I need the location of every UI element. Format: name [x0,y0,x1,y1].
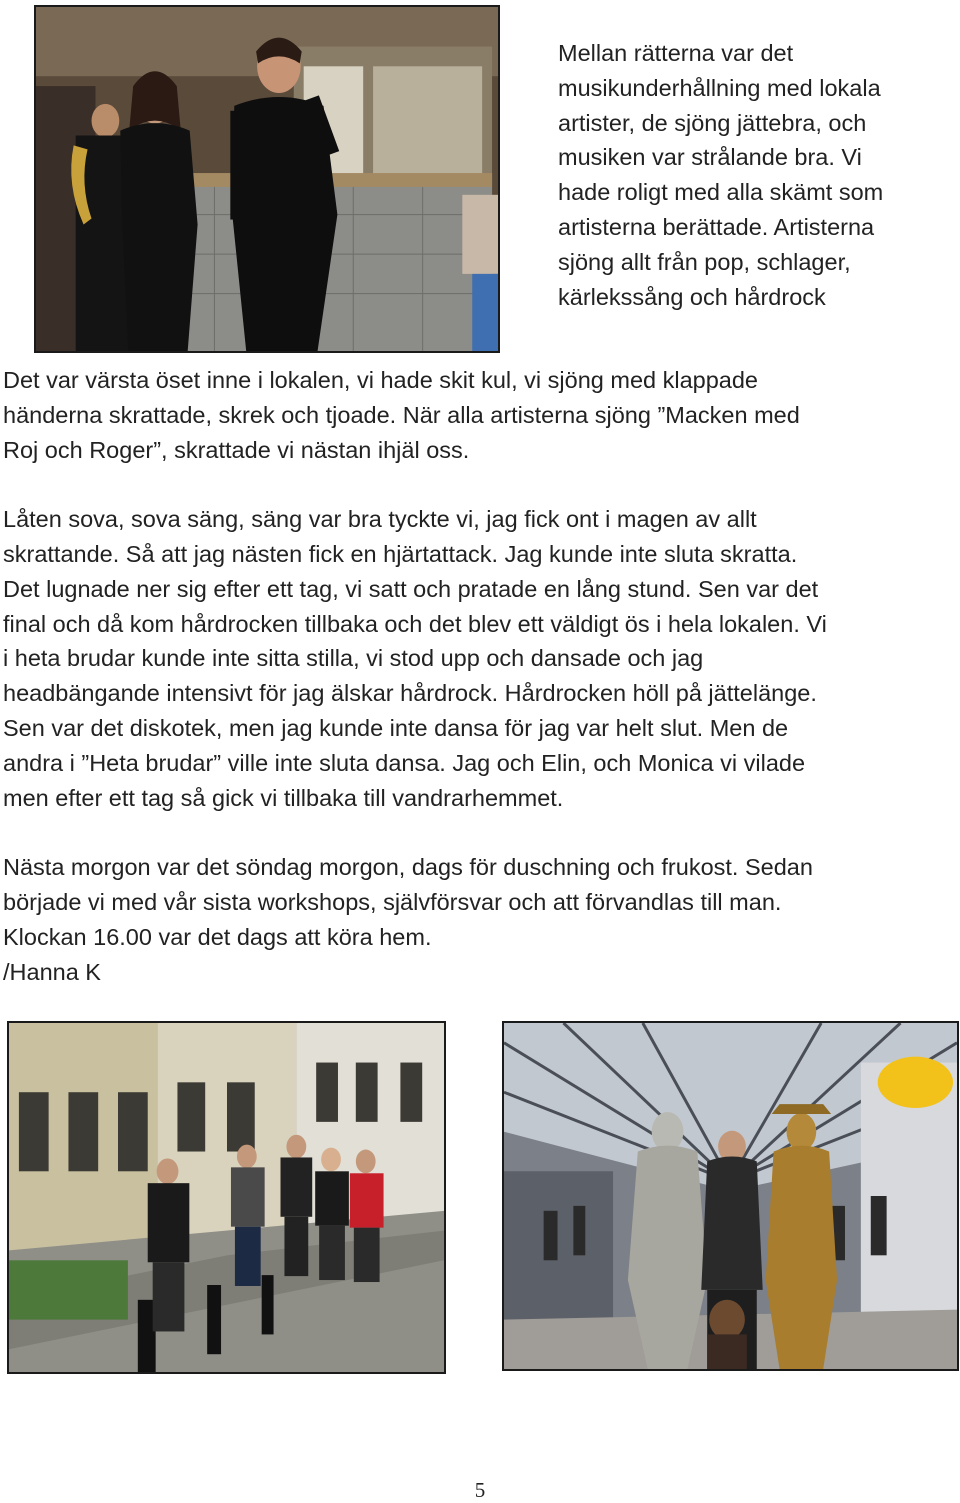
intro-line: musikunderhållning med lokala [558,74,881,101]
intro-line: musiken var strålande bra. Vi [558,144,862,171]
text-line: Klockan 16.00 var det dags att köra hem. [3,923,432,950]
text-line: i heta brudar kunde inte sitta stilla, vi stod upp och dansade och jag [3,645,704,672]
photo-group-walking [7,1021,446,1374]
text-line: händerna skrattade, skrek och tjoade. När alla artisterna sjöng ”Macken med [3,401,800,428]
paragraph-morning [3,850,948,989]
intro-line: kärlekssång och hårdrock [558,283,826,310]
text-line: Det var värsta öset inne i lokalen, vi hade skit kul, vi sjöng med klappade [3,367,759,393]
text-line: final och då kom hårdrocken tillbaka och det blev ett väldigt ös i hela lokalen. Vi [3,610,827,637]
text-line: Låten sova, sova säng, säng var bra tyckte vi, jag fick ont i magen av allt [3,506,757,533]
photo-singers-image [36,7,498,351]
text-line: skrattande. Så att jag nästen fick en hjärtattack. Jag kunde inte sluta skratta. [3,540,798,567]
text-line: andra i ”Heta brudar” ville inte sluta dansa. Jag och Elin, och Monica vi vilade [3,749,806,776]
intro-line: hade roligt med alla skämt som [558,179,884,206]
text-line: Sen var det diskotek, men jag kunde inte dansa för jag var helt slut. Men de [3,714,789,741]
text-line: Roj och Roger”, skrattade vi nästan ihjäl oss. [3,436,470,463]
text-line: Det lugnade ner sig efter ett tag, vi satt och pratade en lång stund. Sen var det [3,575,819,602]
text-line: började vi med vår sista workshops, självförsvar och att förvandlas till man. [3,888,782,915]
paragraph-party [3,363,948,467]
intro-line: sjöng allt från pop, schlager, [558,248,851,275]
photo-mall-image [504,1023,957,1369]
photo-singers-performing [34,5,500,353]
photo-living-statues [502,1021,959,1371]
text-line: Nästa morgon var det söndag morgon, dags för duschning och frukost. Sedan [3,854,813,881]
intro-line: Mellan rätterna var det [558,40,794,66]
paragraph-evening [3,502,948,815]
page-number: 5 [474,1478,486,1502]
photo-street-image [9,1023,444,1372]
intro-line: artister, de sjöng jättebra, och [558,109,867,136]
body-text [3,363,948,989]
intro-line: artisterna berättade. Artisterna [558,213,875,240]
author-signature: /Hanna K [3,958,101,985]
text-line: headbängande intensivt för jag älskar hårdrock. Hårdrocken höll på jättelänge. [3,680,817,707]
intro-text [558,36,948,314]
text-line: men efter ett tag så gick vi tillbaka till vandrarhemmet. [3,784,564,811]
